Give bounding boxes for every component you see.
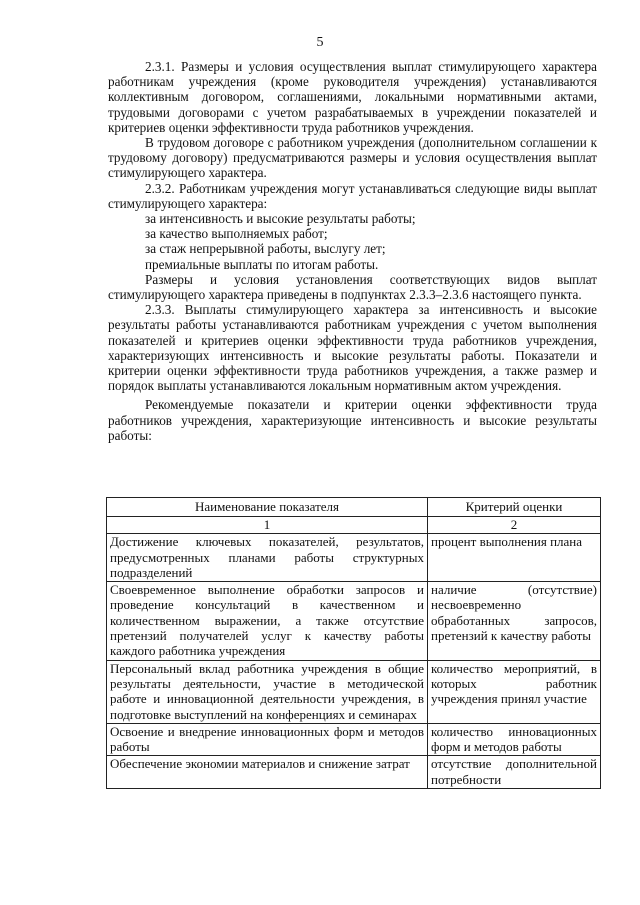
table-row xyxy=(107,660,601,723)
indicator-cell: Персональный вклад работника учреждения в общие результаты деятельности, участие в методической работе и инновационной деятельности учреждения, в подготовке выступлений на конференциях и семинарах xyxy=(107,660,428,723)
paragraph-2-3-2: 2.3.2. Работникам учреждения могут устанавливаться следующие виды выплат стимулирующего характера: xyxy=(108,180,597,211)
column-number: 1 xyxy=(107,517,428,534)
paragraph-2-3-1: 2.3.1. Размеры и условия осуществления выплат стимулирующего характера работникам учреждения (кроме руководителя учреждения) устанавливаются коллективным договором, соглашениями, локальными нормативными актами, трудовыми договорами с учетом разрабатываемых в учреждении показателей и критериев оценки эффективности труда работников учреждения. xyxy=(108,59,597,135)
table-header-row xyxy=(107,498,601,517)
column-number-row xyxy=(107,517,601,534)
list-item: за качество выполняемых работ; xyxy=(145,226,328,242)
indicator-cell: Своевременное выполнение обработки запросов и проведение консультаций в качественном и количественном выражении, а также отсутствие претензий получателей услуг к качеству работы каждого работника учреждения xyxy=(107,582,428,660)
criterion-cell: наличие (отсутствие) несвоевременно обработанных запросов, претензий к качеству работы xyxy=(428,582,601,660)
paragraph-recommended-indicators: Рекомендуемые показатели и критерии оценки эффективности труда работников учреждения, характеризующие интенсивность и высокие результаты работы: xyxy=(108,397,597,443)
list-item: за стаж непрерывной работы, выслугу лет; xyxy=(145,241,386,257)
paragraph-labor-contract: В трудовом договоре с работником учреждения (дополнительном соглашении к трудовому договору) предусматриваются размеры и условия осуществления выплат стимулирующего характера. xyxy=(108,135,597,181)
table-row xyxy=(107,582,601,660)
list-item: премиальные выплаты по итогам работы. xyxy=(145,256,379,272)
criterion-cell: количество мероприятий, в которых работник учреждения принял участие xyxy=(428,660,601,723)
column-header-criterion: Критерий оценки xyxy=(428,498,601,517)
page-number: 5 xyxy=(316,35,324,50)
column-header-indicator: Наименование показателя xyxy=(107,498,428,517)
column-number: 2 xyxy=(428,517,601,534)
body-text xyxy=(108,59,597,443)
indicator-cell: Обеспечение экономии материалов и снижение затрат xyxy=(107,756,428,789)
paragraph-2-3-3: 2.3.3. Выплаты стимулирующего характера за интенсивность и высокие результаты работы устанавливаются работникам учреждения с учетом выполнения показателей и критериев оценки эффективности труда работников учреждения, характеризующих интенсивность и высокие результаты работы. Показатели и критерии оценки эффективности труда работников учреждения, а также размер и порядок выплаты устанавливаются локальным нормативным актом учреждения. xyxy=(108,302,597,394)
table-row xyxy=(107,723,601,756)
list-item: за интенсивность и высокие результаты работы; xyxy=(145,211,416,227)
table-row xyxy=(107,756,601,789)
table-row xyxy=(107,534,601,582)
criterion-cell: количество инновационных форм и методов работы xyxy=(428,723,601,756)
criteria-table xyxy=(106,497,601,789)
indicator-cell: Достижение ключевых показателей, результатов, предусмотренных планами работы структурных подразделений xyxy=(107,534,428,582)
criterion-cell: отсутствие дополнительной потребности xyxy=(428,756,601,789)
criterion-cell: процент выполнения плана xyxy=(428,534,601,582)
indicator-cell: Освоение и внедрение инновационных форм и методов работы xyxy=(107,723,428,756)
paragraph-sizes-conditions: Размеры и условия установления соответствующих видов выплат стимулирующего характера приведены в подпунктах 2.3.3–2.3.6 настоящего пункта. xyxy=(108,271,597,303)
